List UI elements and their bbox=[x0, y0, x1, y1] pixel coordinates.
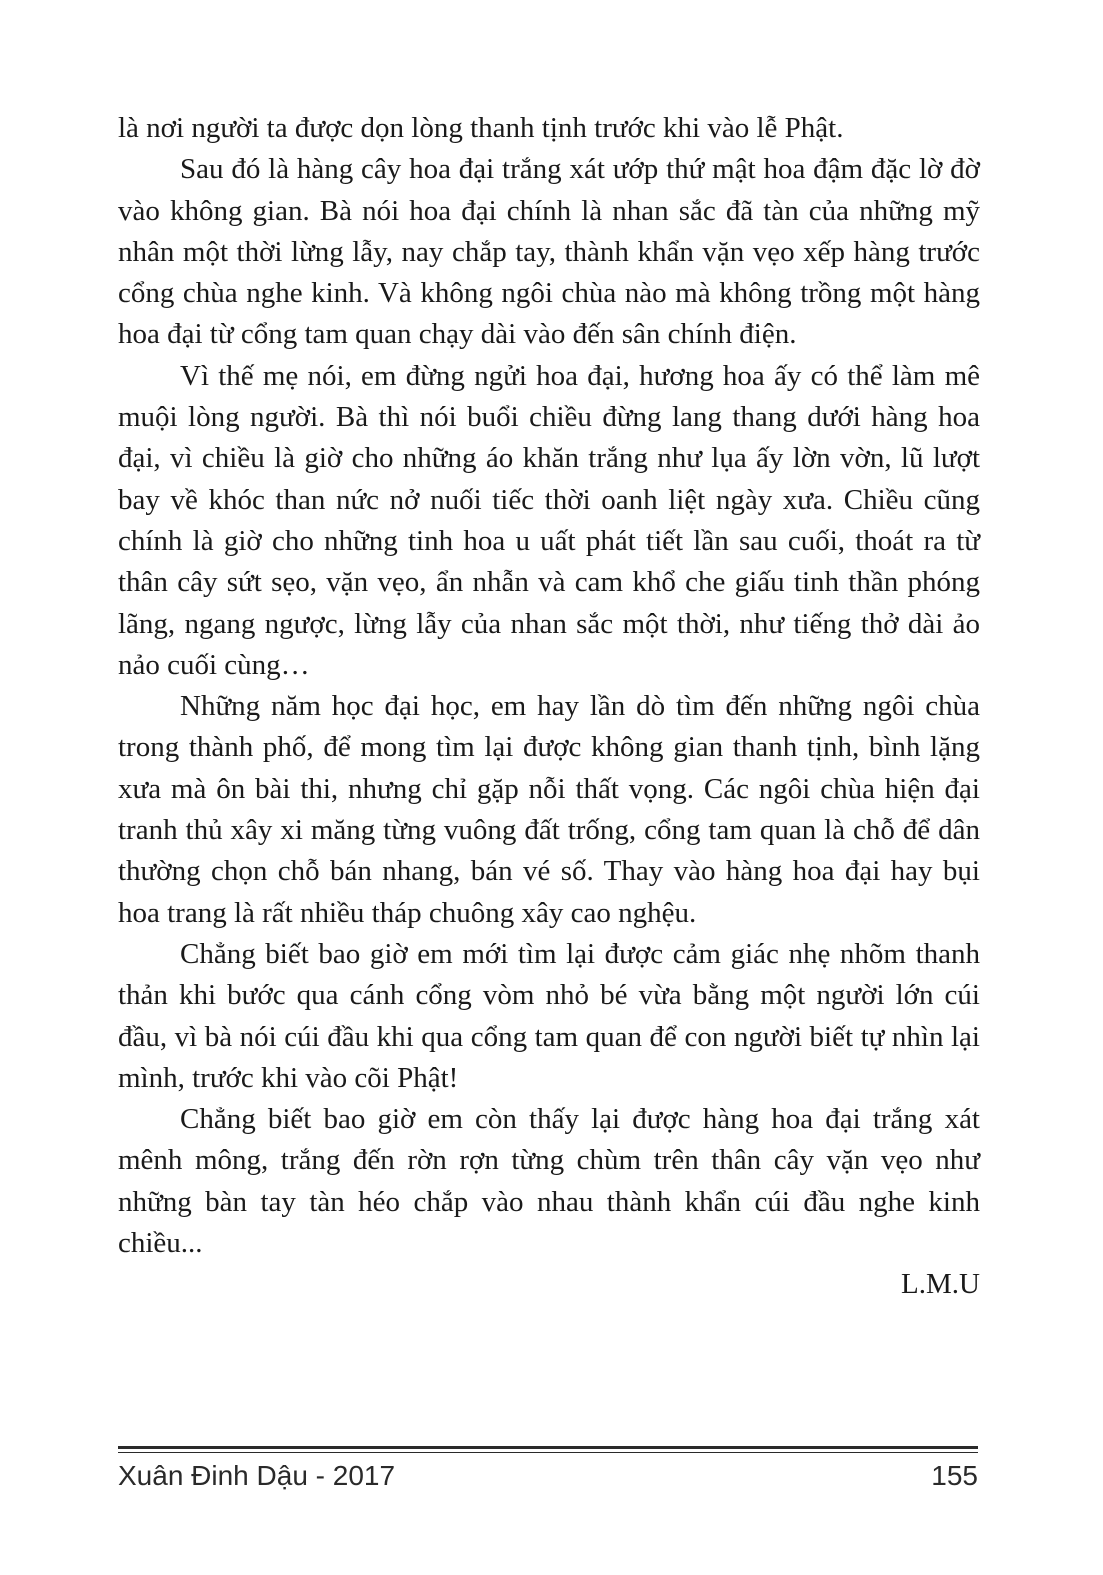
page-number: 155 bbox=[931, 1460, 978, 1491]
paragraph-5: Chẳng biết bao giờ em mới tìm lại được cảm giác nhẹ nhõm thanh thản khi bước qua cánh cổng vòm nhỏ bé vừa bằng một người lớn cúi đầu, vì bà nói cúi đầu khi qua cổng tam quan để con người biết tự nhìn lại mình, trước khi vào cõi Phật! bbox=[118, 937, 980, 1094]
page-footer bbox=[118, 1456, 978, 1496]
footer-rule-thin bbox=[118, 1452, 978, 1453]
paragraph-6: Chẳng biết bao giờ em còn thấy lại được hàng hoa đại trắng xát mênh mông, trắng đến rờn rợn từng chùm trên thân cây vặn vẹo như những bàn tay tàn héo chắp vào nhau thành khẩn cúi đầu nghe kinh chiều... bbox=[118, 1103, 980, 1260]
paragraph-4: Những năm học đại học, em hay lần dò tìm đến những ngôi chùa trong thành phố, để mong tìm lại được không gian thanh tịnh, bình lặng xưa mà ôn bài thi, nhưng chỉ gặp nỗi thất vọng. Các ngôi chùa hiện đại tranh thủ xây xi măng từng vuông đất trống, cổng tam quan là chỗ để dân thường chọn chỗ bán nhang, bán vé số. Thay vào hàng hoa đại hay bụi hoa trang là rất nhiều tháp chuông xây cao nghệu. bbox=[118, 690, 980, 929]
author-signature: L.M.U bbox=[901, 1268, 980, 1301]
article-body bbox=[118, 108, 980, 1306]
publication-title: Xuân Đinh Dậu - 2017 bbox=[118, 1460, 396, 1491]
footer-rule-thick bbox=[118, 1446, 978, 1449]
paragraph-2: Sau đó là hàng cây hoa đại trắng xát ướp thứ mật hoa đậm đặc lờ đờ vào không gian. Bà nói hoa đại chính là nhan sắc đã tàn của những mỹ nhân một thời lừng lẫy, nay chắp tay, thành khẩn vặn vẹo xếp hàng trước cổng chùa nghe kinh. Và không ngôi chùa nào mà không trồng một hàng hoa đại từ cổng tam quan chạy dài vào đến sân chính điện. bbox=[118, 153, 980, 351]
paragraph-3: Vì thế mẹ nói, em đừng ngửi hoa đại, hương hoa ấy có thể làm mê muội lòng người. Bà thì nói buổi chiều đừng lang thang dưới hàng hoa đại, vì chiều là giờ cho những áo khăn trắng như lụa ấy lờn vờn, lũ lượt bay về khóc than nức nở nuối tiếc thời oanh liệt ngày xưa. Chiều cũng chính là giờ cho những tinh hoa u uất phát tiết lần sau cuối, thoát ra từ thân cây sứt sẹo, vặn vẹo, ẩn nhẫn và cam khổ che giấu tinh thần phóng lãng, ngang ngược, lừng lẫy của nhan sắc một thời, như tiếng thở dài ảo nảo cuối cùng… bbox=[118, 359, 980, 681]
paragraph-1: là nơi người ta được dọn lòng thanh tịnh trước khi vào lễ Phật. bbox=[118, 112, 844, 144]
